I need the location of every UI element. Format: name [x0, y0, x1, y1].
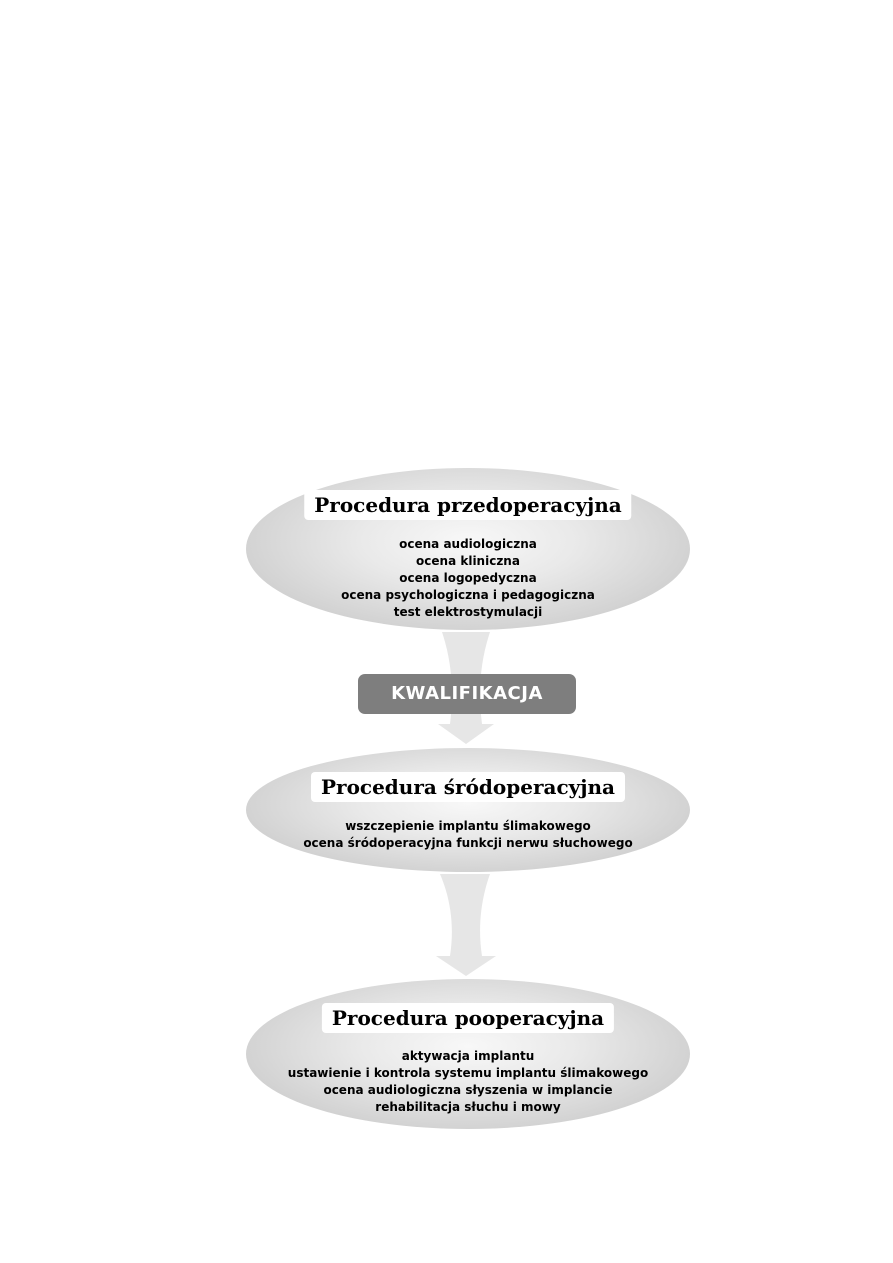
stage-title: Procedura pooperacyjna: [322, 1003, 614, 1033]
stage-item-list: [246, 536, 690, 621]
stage-item: ocena audiologiczna: [399, 537, 537, 551]
stage-item: ocena logopedyczna: [399, 571, 537, 585]
stage-item: ocena kliniczna: [416, 554, 520, 568]
stage-postoperative: [246, 979, 690, 1129]
stage-item: wszczepienie implantu ślimakowego: [345, 819, 591, 833]
stage-item: rehabilitacja słuchu i mowy: [375, 1100, 561, 1114]
stage-item: ocena psychologiczna i pedagogiczna: [341, 588, 595, 602]
stage-item-list: [246, 1048, 690, 1116]
stage-title: Procedura przedoperacyjna: [304, 490, 631, 520]
qualification-box: KWALIFIKACJA: [358, 674, 576, 714]
stage-item: ocena śródoperacyjna funkcji nerwu słuchowego: [303, 836, 633, 850]
flow-arrow-2: [434, 874, 498, 976]
stage-item: ocena audiologiczna słyszenia w implancie: [323, 1083, 613, 1097]
stage-item: aktywacja implantu: [401, 1049, 535, 1063]
stage-item-list: [246, 818, 690, 852]
stage-intraoperative: [246, 748, 690, 872]
stage-preoperative: [246, 468, 690, 630]
stage-item: ustawienie i kontrola systemu implantu ślimakowego: [287, 1066, 649, 1080]
stage-item: test elektrostymulacji: [393, 605, 543, 619]
stage-title: Procedura śródoperacyjna: [311, 772, 625, 802]
